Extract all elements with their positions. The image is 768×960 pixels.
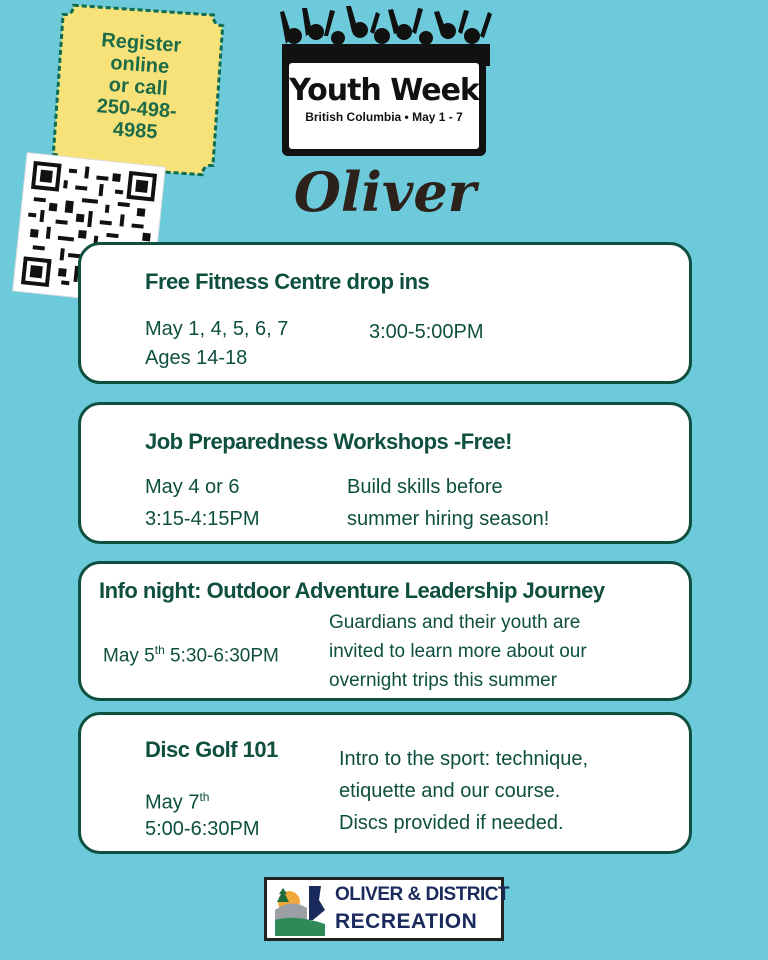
- event-date: May 7: [145, 791, 200, 814]
- event-ages: Ages 14-18: [145, 347, 248, 369]
- event-card-disc-golf: [78, 712, 692, 854]
- event-date-time: [103, 636, 279, 670]
- register-ticket: [48, 0, 227, 179]
- event-description: Guardians and their youth are: [329, 612, 581, 633]
- youth-week-subtitle: British Columbia • May 1 - 7: [305, 110, 463, 124]
- event-description: Intro to the sport: technique,: [339, 748, 589, 770]
- event-description: Build skills before: [347, 476, 503, 498]
- event-time: 5:00-6:30PM: [145, 818, 260, 840]
- recreation-line1: OLIVER & DISTRICT: [335, 884, 510, 905]
- youth-week-title: Youth Week: [289, 73, 479, 108]
- event-date-suffix: th: [199, 790, 210, 804]
- register-phone: 4985: [112, 118, 159, 144]
- recreation-line2: RECREATION: [335, 910, 478, 933]
- register-phone: 250-498-: [95, 95, 178, 123]
- oliver-recreation-logo: [264, 877, 510, 941]
- register-line: Register: [100, 29, 182, 57]
- event-description: invited to learn more about our: [329, 641, 587, 662]
- event-time: 3:00-5:00PM: [369, 321, 484, 343]
- event-time: 5:30-6:30PM: [170, 645, 279, 667]
- register-line: online: [109, 52, 170, 79]
- event-title: Job Preparedness Workshops -Free!: [145, 429, 512, 454]
- event-date-suffix: th: [154, 643, 165, 657]
- register-text: [51, 26, 226, 147]
- event-title: Disc Golf 101: [145, 737, 278, 762]
- youth-week-logo: [276, 6, 496, 162]
- event-description: overnight trips this summer: [329, 670, 558, 691]
- event-card-job-workshop: [78, 402, 692, 544]
- event-card-info-night: [78, 561, 692, 701]
- register-line: or call: [108, 73, 169, 101]
- event-title: Info night: Outdoor Adventure Leadership Journey: [99, 578, 605, 603]
- event-time: 3:15-4:15PM: [145, 508, 260, 530]
- event-description: summer hiring season!: [347, 508, 550, 530]
- event-title: Free Fitness Centre drop ins: [145, 269, 430, 294]
- event-description: Discs provided if needed.: [339, 812, 564, 834]
- event-date: May 1, 4, 5, 6, 7: [145, 318, 289, 340]
- event-card-fitness: [78, 242, 692, 384]
- event-date: May 4 or 6: [145, 476, 240, 498]
- landscape-icon: [269, 880, 331, 938]
- event-description: etiquette and our course.: [339, 780, 561, 802]
- event-date: May 5: [103, 645, 155, 667]
- town-title: Oliver: [293, 160, 477, 224]
- youth-week-badge: [282, 56, 486, 156]
